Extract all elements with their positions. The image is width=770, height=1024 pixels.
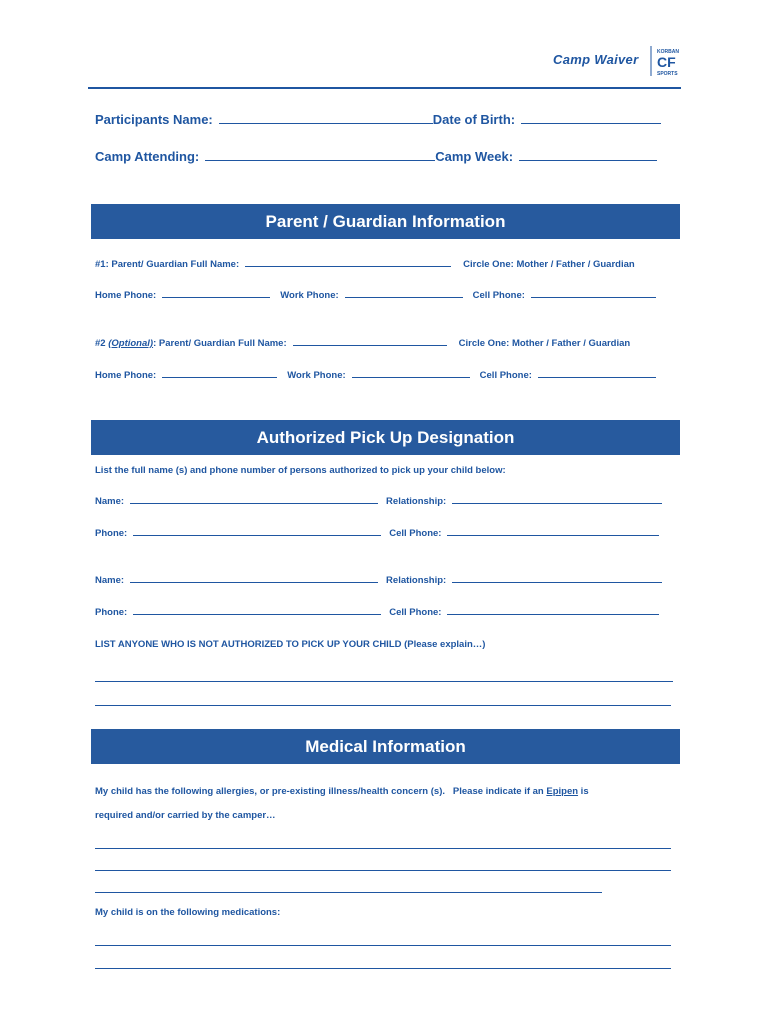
guardian2-cell-phone-field[interactable] [538, 376, 656, 378]
guardian1-home-phone-field[interactable] [162, 296, 270, 298]
pickup2-name-label: Name: [95, 575, 125, 586]
guardian2-name-field[interactable] [293, 344, 447, 346]
pickup2-cell-field[interactable] [447, 613, 659, 615]
dob-label: Date of Birth: [432, 112, 516, 127]
guardian2-home-phone-field[interactable] [162, 376, 277, 378]
pickup1-name-row [95, 496, 662, 507]
guardian1-phone-row [95, 290, 656, 301]
pickup2-name-field[interactable] [130, 581, 378, 583]
guardian2-prefix: #2 [95, 338, 109, 349]
pickup1-name-label: Name: [95, 496, 125, 507]
svg-text:CF: CF [657, 54, 676, 70]
allergy-line-2[interactable] [95, 869, 671, 871]
guardian2-relation-label: Circle One: Mother / Father / Guardian [458, 338, 631, 349]
medications-label: My child is on the following medications: [95, 907, 281, 918]
guardian1-work-phone-label: Work Phone: [280, 290, 339, 301]
header-rule [88, 87, 681, 89]
camp-week-label: Camp Week: [435, 149, 514, 164]
medical-banner: Medical Information [91, 729, 680, 764]
guardian1-home-phone-label: Home Phone: [95, 290, 157, 301]
guardian-banner: Parent / Guardian Information [91, 204, 680, 239]
allergy-text-c: required and/or carried by the camper… [95, 810, 276, 821]
medications-line-1[interactable] [95, 944, 671, 946]
form-title: Camp Waiver [553, 52, 639, 67]
pickup2-phone-row [95, 607, 659, 618]
guardian1-name-label: #1: Parent/ Guardian Full Name: [95, 259, 240, 270]
pickup2-phone-label: Phone: [95, 607, 128, 618]
participant-name-field[interactable] [219, 122, 433, 124]
guardian1-name-field[interactable] [245, 265, 451, 267]
dob-field[interactable] [521, 122, 661, 124]
guardian2-home-phone-label: Home Phone: [95, 370, 157, 381]
pickup2-phone-field[interactable] [133, 613, 381, 615]
guardian2-name-row [95, 338, 630, 349]
pickup1-phone-label: Phone: [95, 528, 128, 539]
participant-name-label: Participants Name: [95, 112, 213, 127]
camp-week-field[interactable] [519, 159, 657, 161]
korban-sports-logo [649, 46, 685, 76]
camp-attending-label: Camp Attending: [95, 149, 200, 164]
guardian2-work-phone-field[interactable] [352, 376, 470, 378]
pickup-banner: Authorized Pick Up Designation [91, 420, 680, 455]
participant-row [95, 112, 661, 127]
allergy-line-1[interactable] [95, 847, 671, 849]
pickup1-cell-label: Cell Phone: [389, 528, 442, 539]
epipen-text: Epipen [546, 786, 579, 797]
svg-text:SPORTS: SPORTS [657, 71, 678, 76]
pickup2-cell-label: Cell Phone: [389, 607, 442, 618]
svg-text:KORBAN: KORBAN [657, 49, 679, 55]
allergy-line-3[interactable] [95, 891, 602, 893]
not-authorized-label: LIST ANYONE WHO IS NOT AUTHORIZED TO PICK UP YOUR CHILD (Please explain…) [95, 639, 486, 650]
not-authorized-line-2[interactable] [95, 704, 671, 706]
guardian1-cell-phone-field[interactable] [531, 296, 656, 298]
guardian1-name-row [95, 259, 635, 270]
pickup1-phone-row [95, 528, 659, 539]
guardian2-cell-phone-label: Cell Phone: [479, 370, 532, 381]
pickup1-name-field[interactable] [130, 502, 378, 504]
pickup-instructions: List the full name (s) and phone number of persons authorized to pick up your child below: [95, 465, 506, 476]
pickup1-cell-field[interactable] [447, 534, 659, 536]
not-authorized-line-1[interactable] [95, 680, 673, 682]
guardian2-phone-row [95, 370, 656, 381]
allergy-text-b: is [578, 786, 589, 797]
guardian2-work-phone-label: Work Phone: [287, 370, 346, 381]
allergy-text [95, 786, 589, 797]
pickup2-relationship-field[interactable] [452, 581, 662, 583]
pickup2-name-row [95, 575, 662, 586]
camp-attending-field[interactable] [205, 159, 435, 161]
pickup2-relationship-label: Relationship: [386, 575, 447, 586]
guardian2-optional-label: (Optional) [108, 338, 154, 349]
guardian1-work-phone-field[interactable] [345, 296, 463, 298]
pickup1-phone-field[interactable] [133, 534, 381, 536]
allergy-text-a: My child has the following allergies, or pre-existing illness/health concern (s). Please indicate if an [95, 786, 547, 797]
guardian2-name-label: : Parent/ Guardian Full Name: [153, 338, 287, 349]
medications-line-2[interactable] [95, 967, 671, 969]
pickup1-relationship-field[interactable] [452, 502, 662, 504]
pickup1-relationship-label: Relationship: [386, 496, 447, 507]
guardian1-cell-phone-label: Cell Phone: [472, 290, 525, 301]
guardian1-relation-label: Circle One: Mother / Father / Guardian [463, 259, 635, 270]
camp-row [95, 149, 657, 164]
